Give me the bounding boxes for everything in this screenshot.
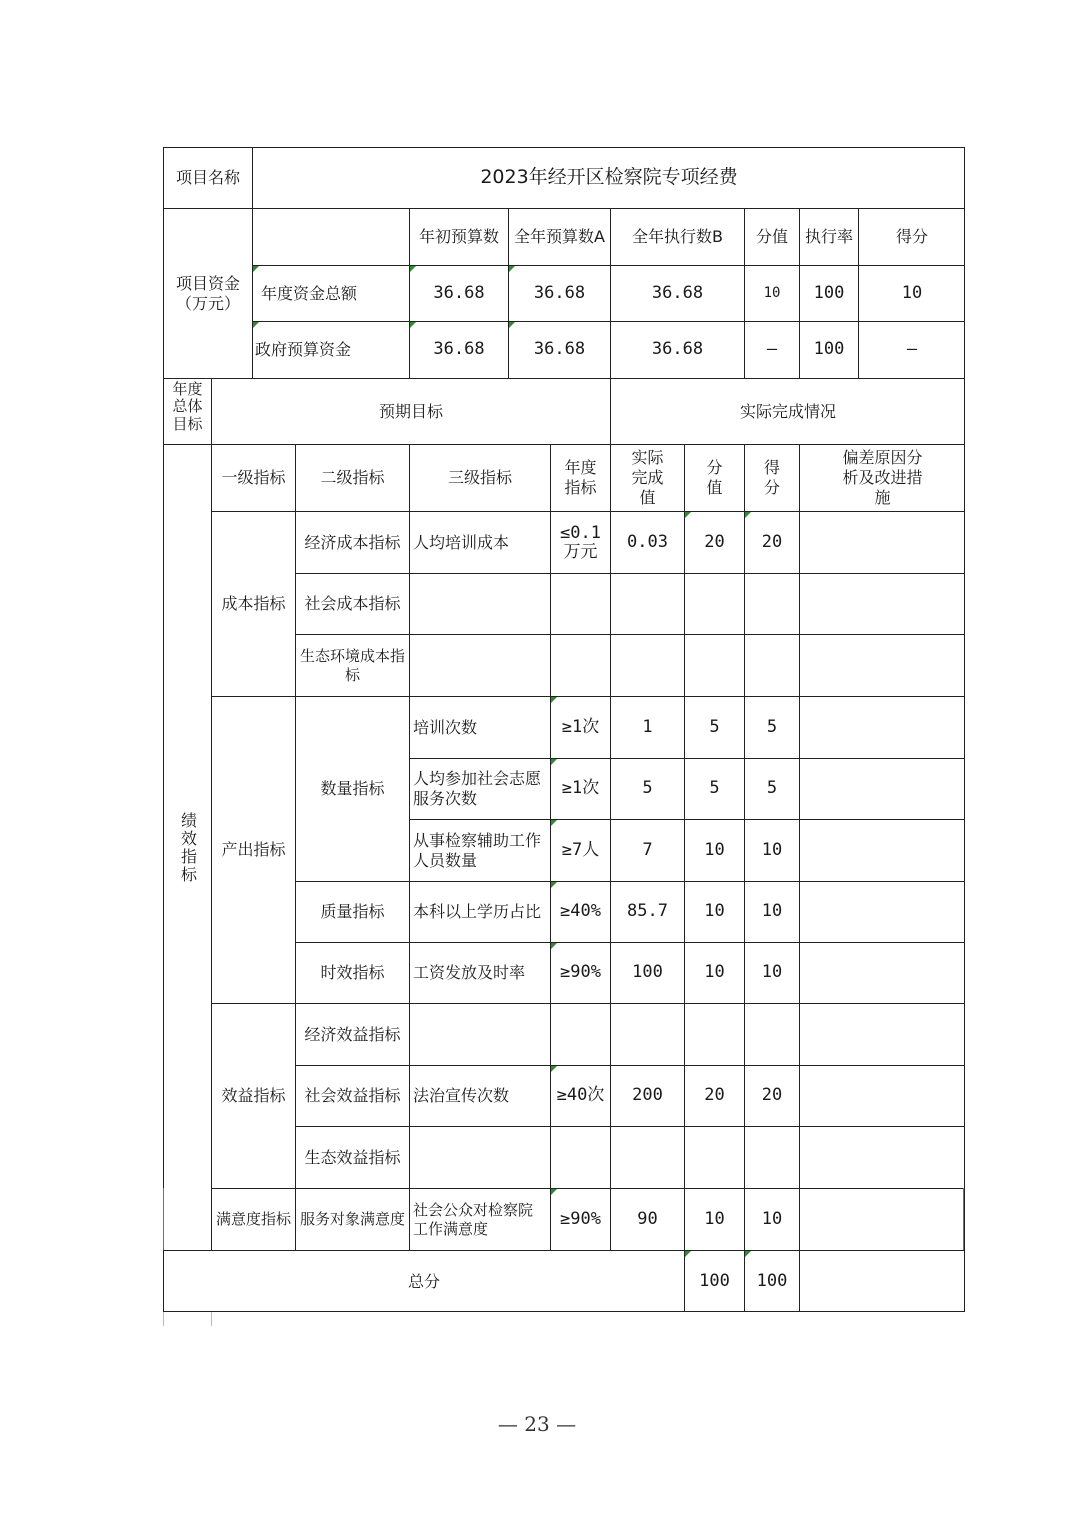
value-blank [684, 573, 744, 634]
actual-training-cost: 0.03 [610, 511, 684, 573]
l3-training-count: 培训次数 [409, 696, 550, 758]
l3-volunteer-count: 人均参加社会志愿服务次数 [409, 758, 550, 819]
annual-blank [550, 1126, 610, 1188]
actual-blank [610, 634, 684, 696]
col-annual: 年度指标 [550, 444, 610, 511]
level2-timeliness: 时效指标 [295, 942, 409, 1003]
analysis-row [799, 1003, 965, 1065]
col-level2: 二级指标 [295, 444, 409, 511]
fund-label: 项目资金 （万元） [163, 208, 252, 378]
l3-degree-ratio: 本科以上学历占比 [409, 881, 550, 942]
fund-gov-score: — [858, 321, 965, 378]
col-score-ind: 得分 [744, 444, 799, 511]
indicator-section-text: 绩效指标 [178, 811, 198, 884]
fund-total-rate: 100 [799, 265, 858, 321]
fund-gov-value: — [744, 321, 799, 378]
actual-legal-publicity: 200 [610, 1065, 684, 1126]
score-degree-ratio: 10 [744, 881, 799, 942]
actual-degree-ratio: 85.7 [610, 881, 684, 942]
col-actual: 实际完成值 [610, 444, 684, 511]
score-volunteer-count: 5 [744, 758, 799, 819]
col-value: 分值 [684, 444, 744, 511]
fund-gov-rate: 100 [799, 321, 858, 378]
total-value: 100 [684, 1250, 744, 1312]
annual-salary-timeliness: ≥90% [550, 942, 610, 1003]
l3-assistant-count: 从事检察辅助工作人员数量 [409, 819, 550, 881]
level1-benefit: 效益指标 [211, 1003, 295, 1188]
level2-eco-cost: 生态环境成本指标 [295, 634, 409, 696]
analysis-row [799, 1065, 965, 1126]
col-exec-rate: 执行率 [799, 208, 858, 265]
actual-blank [610, 573, 684, 634]
analysis-row [799, 758, 965, 819]
scan-artifact [211, 1312, 212, 1326]
level2-quantity: 数量指标 [295, 696, 409, 881]
value-blank [684, 634, 744, 696]
annual-degree-ratio: ≥40% [550, 881, 610, 942]
score-assistant-count: 10 [744, 819, 799, 881]
l3-salary-timeliness: 工资发放及时率 [409, 942, 550, 1003]
score-blank [744, 634, 799, 696]
actual-assistant-count: 7 [610, 819, 684, 881]
fund-gov-initial: 36.68 [409, 321, 508, 378]
fund-total-full: 36.68 [508, 265, 610, 321]
value-degree-ratio: 10 [684, 881, 744, 942]
level2-social-benefit: 社会效益指标 [295, 1065, 409, 1126]
col-full-budget: 全年预算数A [508, 208, 610, 265]
col-initial-budget: 年初预算数 [409, 208, 508, 265]
actual-result-header: 实际完成情况 [610, 378, 965, 444]
level2-economic-benefit: 经济效益指标 [295, 1003, 409, 1065]
expected-goal-header: 预期目标 [211, 378, 610, 444]
project-name: 2023年经开区检察院专项经费 [252, 147, 965, 208]
indicator-section-label [163, 444, 211, 1250]
col-level3: 三级指标 [409, 444, 550, 511]
value-salary-timeliness: 10 [684, 942, 744, 1003]
col-level1: 一级指标 [211, 444, 295, 511]
table-right-border [964, 147, 965, 1312]
col-execution: 全年执行数B [610, 208, 744, 265]
score-public-satisfaction: 10 [744, 1188, 799, 1250]
fund-gov-full: 36.68 [508, 321, 610, 378]
annual-goal-label: 年度总体目标 [163, 378, 211, 444]
total-score: 100 [744, 1250, 799, 1312]
fund-total-initial: 36.68 [409, 265, 508, 321]
analysis-row [799, 696, 965, 758]
annual-assistant-count: ≥7人 [550, 819, 610, 881]
score-salary-timeliness: 10 [744, 942, 799, 1003]
table-bottom-border [163, 1311, 965, 1312]
value-blank [684, 1126, 744, 1188]
fund-total-exec: 36.68 [610, 265, 744, 321]
l3-training-cost: 人均培训成本 [409, 511, 550, 573]
level2-economic-cost: 经济成本指标 [295, 511, 409, 573]
analysis-row [799, 634, 965, 696]
level2-eco-benefit: 生态效益指标 [295, 1126, 409, 1188]
value-training-count: 5 [684, 696, 744, 758]
satisfaction-row-highlight [163, 1188, 965, 1250]
analysis-row [799, 942, 965, 1003]
fund-total-score: 10 [858, 265, 965, 321]
actual-blank [610, 1003, 684, 1065]
level1-satisfaction: 满意度指标 [211, 1188, 295, 1250]
level1-output: 产出指标 [211, 696, 295, 1003]
level2-quality: 质量指标 [295, 881, 409, 942]
annual-volunteer-count: ≥1次 [550, 758, 610, 819]
analysis-row [799, 819, 965, 881]
annual-public-satisfaction: ≥90% [550, 1188, 610, 1250]
project-name-label: 项目名称 [163, 147, 252, 208]
actual-public-satisfaction: 90 [610, 1188, 684, 1250]
level1-cost: 成本指标 [211, 511, 295, 696]
value-blank [684, 1003, 744, 1065]
annual-training-cost: ≤0.1万元 [550, 511, 610, 573]
annual-legal-publicity: ≥40次 [550, 1065, 610, 1126]
fund-gov-label: 政府预算资金 [252, 321, 409, 378]
l3-legal-publicity: 法治宣传次数 [409, 1065, 550, 1126]
value-assistant-count: 10 [684, 819, 744, 881]
level2-service-satisfaction: 服务对象满意度 [295, 1188, 409, 1250]
l3-blank [409, 573, 550, 634]
score-training-cost: 20 [744, 511, 799, 573]
score-blank [744, 573, 799, 634]
level2-social-cost: 社会成本指标 [295, 573, 409, 634]
col-score-value: 分值 [744, 208, 799, 265]
analysis-row [799, 1126, 965, 1188]
actual-blank [610, 1126, 684, 1188]
actual-salary-timeliness: 100 [610, 942, 684, 1003]
col-analysis: 偏差原因分析及改进措施 [799, 444, 965, 511]
l3-blank [409, 1126, 550, 1188]
value-volunteer-count: 5 [684, 758, 744, 819]
actual-volunteer-count: 5 [610, 758, 684, 819]
score-blank [744, 1003, 799, 1065]
analysis-row [799, 881, 965, 942]
value-training-cost: 20 [684, 511, 744, 573]
value-public-satisfaction: 10 [684, 1188, 744, 1250]
col-score: 得分 [858, 208, 965, 265]
l3-blank [409, 634, 550, 696]
annual-training-count: ≥1次 [550, 696, 610, 758]
page-number: — 23 — [497, 1412, 577, 1436]
fund-gov-exec: 36.68 [610, 321, 744, 378]
annual-blank [550, 1003, 610, 1065]
score-blank [744, 1126, 799, 1188]
total-label: 总分 [163, 1250, 684, 1312]
annual-blank [550, 634, 610, 696]
annual-blank [550, 573, 610, 634]
performance-table [163, 147, 965, 1312]
l3-blank [409, 1003, 550, 1065]
actual-training-count: 1 [610, 696, 684, 758]
total-analysis [799, 1250, 965, 1312]
fund-total-label: 年度资金总额 [252, 265, 409, 321]
analysis-row [799, 573, 965, 634]
fund-total-value: 10 [744, 265, 799, 321]
scan-artifact [163, 1312, 164, 1326]
score-legal-publicity: 20 [744, 1065, 799, 1126]
analysis-row [799, 511, 965, 573]
value-legal-publicity: 20 [684, 1065, 744, 1126]
l3-public-satisfaction: 社会公众对检察院工作满意度 [409, 1188, 550, 1250]
score-training-count: 5 [744, 696, 799, 758]
fund-header-blank [252, 208, 409, 265]
